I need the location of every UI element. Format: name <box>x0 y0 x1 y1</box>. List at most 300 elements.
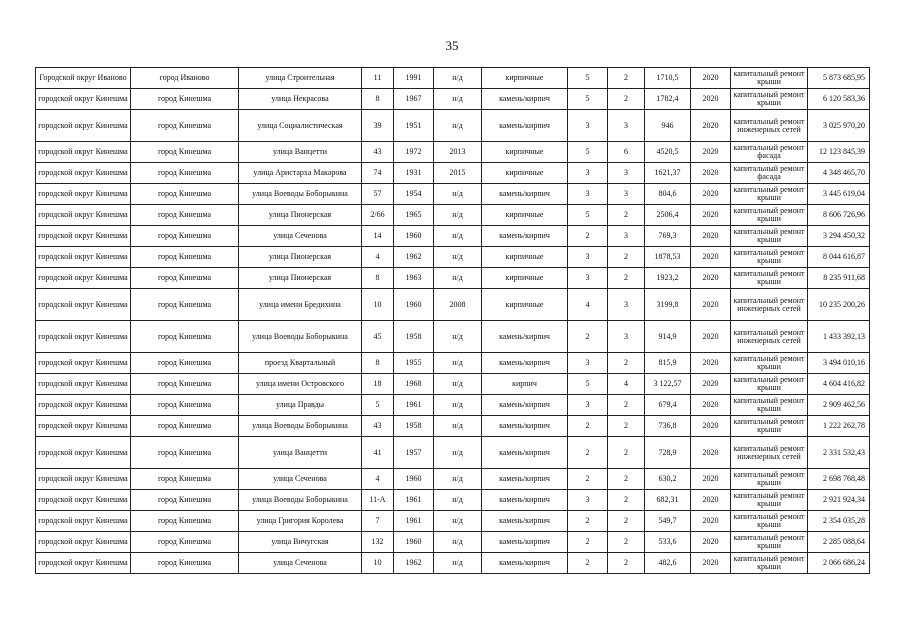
year-overhaul-cell: н/д <box>434 469 482 490</box>
floors-cell: 5 <box>568 205 608 226</box>
street-cell: улица Сеченова <box>239 226 362 247</box>
okrug-cell: городской округ Кинешма <box>36 205 131 226</box>
table-row <box>36 532 870 553</box>
plan-year-cell: 2020 <box>691 511 731 532</box>
year-overhaul-cell: н/д <box>434 321 482 353</box>
entrances-cell: 2 <box>608 553 645 574</box>
wall-material-cell: кирпичные <box>482 289 568 321</box>
plan-year-cell: 2020 <box>691 553 731 574</box>
street-cell: улица Григория Королева <box>239 511 362 532</box>
work-type-cell: капитальный ремонт крыши <box>731 395 808 416</box>
entrances-cell: 4 <box>608 374 645 395</box>
plan-year-cell: 2020 <box>691 416 731 437</box>
work-type-cell: капитальный ремонт крыши <box>731 511 808 532</box>
plan-year-cell: 2020 <box>691 437 731 469</box>
work-type-cell: капитальный ремонт крыши <box>731 247 808 268</box>
year-overhaul-cell: н/д <box>434 205 482 226</box>
wall-material-cell: камень/кирпич <box>482 469 568 490</box>
entrances-cell: 2 <box>608 490 645 511</box>
street-cell: улица имени Островского <box>239 374 362 395</box>
table-row <box>36 289 870 321</box>
floors-cell: 2 <box>568 226 608 247</box>
floors-cell: 2 <box>568 321 608 353</box>
okrug-cell: городской округ Кинешма <box>36 490 131 511</box>
year-built-cell: 1960 <box>394 226 434 247</box>
floors-cell: 5 <box>568 89 608 110</box>
area-cell: 1923,2 <box>645 268 691 289</box>
year-overhaul-cell: н/д <box>434 353 482 374</box>
cost-cell: 8 044 616,87 <box>808 247 870 268</box>
plan-year-cell: 2020 <box>691 268 731 289</box>
work-type-cell: капитальный ремонт крыши <box>731 353 808 374</box>
house-number-cell: 18 <box>362 374 394 395</box>
street-cell: улица Вичугская <box>239 532 362 553</box>
city-cell: город Кинешма <box>131 490 239 511</box>
area-cell: 804,6 <box>645 184 691 205</box>
plan-year-cell: 2020 <box>691 353 731 374</box>
okrug-cell: городской округ Кинешма <box>36 511 131 532</box>
year-overhaul-cell: н/д <box>434 110 482 142</box>
city-cell: город Кинешма <box>131 469 239 490</box>
area-cell: 3 122,57 <box>645 374 691 395</box>
floors-cell: 5 <box>568 68 608 89</box>
year-overhaul-cell: н/д <box>434 226 482 247</box>
year-built-cell: 1955 <box>394 353 434 374</box>
work-type-cell: капитальный ремонт инженерных сетей <box>731 437 808 469</box>
entrances-cell: 2 <box>608 511 645 532</box>
floors-cell: 3 <box>568 268 608 289</box>
housing-repair-table <box>35 67 870 574</box>
plan-year-cell: 2020 <box>691 395 731 416</box>
entrances-cell: 2 <box>608 437 645 469</box>
floors-cell: 3 <box>568 184 608 205</box>
area-cell: 533,6 <box>645 532 691 553</box>
house-number-cell: 8 <box>362 268 394 289</box>
cost-cell: 1 222 262,78 <box>808 416 870 437</box>
house-number-cell: 7 <box>362 511 394 532</box>
wall-material-cell: кирпичные <box>482 268 568 289</box>
year-overhaul-cell: н/д <box>434 416 482 437</box>
year-overhaul-cell: 2013 <box>434 142 482 163</box>
work-type-cell: капитальный ремонт крыши <box>731 68 808 89</box>
city-cell: город Кинешма <box>131 321 239 353</box>
house-number-cell: 74 <box>362 163 394 184</box>
table-row <box>36 226 870 247</box>
cost-cell: 2 331 532,43 <box>808 437 870 469</box>
area-cell: 736,8 <box>645 416 691 437</box>
city-cell: город Кинешма <box>131 532 239 553</box>
floors-cell: 3 <box>568 110 608 142</box>
wall-material-cell: камень/кирпич <box>482 226 568 247</box>
area-cell: 1878,53 <box>645 247 691 268</box>
floors-cell: 2 <box>568 511 608 532</box>
year-overhaul-cell: 2008 <box>434 289 482 321</box>
okrug-cell: Городской округ Иваново <box>36 68 131 89</box>
street-cell: улица Социалистическая <box>239 110 362 142</box>
year-overhaul-cell: н/д <box>434 247 482 268</box>
street-cell: улица Ванцетти <box>239 142 362 163</box>
okrug-cell: городской округ Кинешма <box>36 142 131 163</box>
floors-cell: 2 <box>568 437 608 469</box>
street-cell: улица Воеводы Боборыкина <box>239 416 362 437</box>
wall-material-cell: камень/кирпич <box>482 437 568 469</box>
wall-material-cell: кирпич <box>482 374 568 395</box>
year-built-cell: 1931 <box>394 163 434 184</box>
plan-year-cell: 2020 <box>691 490 731 511</box>
city-cell: город Кинешма <box>131 416 239 437</box>
plan-year-cell: 2020 <box>691 184 731 205</box>
city-cell: город Иваново <box>131 68 239 89</box>
area-cell: 682,31 <box>645 490 691 511</box>
plan-year-cell: 2020 <box>691 89 731 110</box>
floors-cell: 3 <box>568 353 608 374</box>
work-type-cell: капитальный ремонт инженерных сетей <box>731 321 808 353</box>
table-row <box>36 205 870 226</box>
year-built-cell: 1991 <box>394 68 434 89</box>
entrances-cell: 3 <box>608 321 645 353</box>
plan-year-cell: 2020 <box>691 205 731 226</box>
street-cell: улица Сеченова <box>239 553 362 574</box>
table-row <box>36 395 870 416</box>
floors-cell: 5 <box>568 142 608 163</box>
city-cell: город Кинешма <box>131 553 239 574</box>
wall-material-cell: кирпичные <box>482 247 568 268</box>
street-cell: улица Воеводы Боборыкина <box>239 184 362 205</box>
work-type-cell: капитальный ремонт крыши <box>731 374 808 395</box>
year-overhaul-cell: н/д <box>434 184 482 205</box>
cost-cell: 2 354 035,28 <box>808 511 870 532</box>
cost-cell: 2 285 088,64 <box>808 532 870 553</box>
work-type-cell: капитальный ремонт крыши <box>731 184 808 205</box>
street-cell: улица имени Бредихина <box>239 289 362 321</box>
house-number-cell: 10 <box>362 289 394 321</box>
wall-material-cell: кирпичные <box>482 163 568 184</box>
year-built-cell: 1962 <box>394 553 434 574</box>
street-cell: улица Воеводы Боборыкина <box>239 321 362 353</box>
table-row <box>36 490 870 511</box>
plan-year-cell: 2020 <box>691 142 731 163</box>
city-cell: город Кинешма <box>131 511 239 532</box>
table-row <box>36 374 870 395</box>
work-type-cell: капитальный ремонт инженерных сетей <box>731 110 808 142</box>
year-built-cell: 1951 <box>394 110 434 142</box>
entrances-cell: 2 <box>608 205 645 226</box>
cost-cell: 8 235 911,68 <box>808 268 870 289</box>
house-number-cell: 41 <box>362 437 394 469</box>
okrug-cell: городской округ Кинешма <box>36 416 131 437</box>
table-row <box>36 268 870 289</box>
year-overhaul-cell: 2015 <box>434 163 482 184</box>
wall-material-cell: камень/кирпич <box>482 89 568 110</box>
okrug-cell: городской округ Кинешма <box>36 268 131 289</box>
area-cell: 482,6 <box>645 553 691 574</box>
plan-year-cell: 2020 <box>691 469 731 490</box>
year-overhaul-cell: н/д <box>434 490 482 511</box>
wall-material-cell: камень/кирпич <box>482 395 568 416</box>
entrances-cell: 3 <box>608 289 645 321</box>
okrug-cell: городской округ Кинешма <box>36 374 131 395</box>
house-number-cell: 43 <box>362 416 394 437</box>
entrances-cell: 2 <box>608 89 645 110</box>
entrances-cell: 2 <box>608 395 645 416</box>
entrances-cell: 2 <box>608 416 645 437</box>
house-number-cell: 43 <box>362 142 394 163</box>
okrug-cell: городской округ Кинешма <box>36 289 131 321</box>
table-row <box>36 469 870 490</box>
area-cell: 1782,4 <box>645 89 691 110</box>
cost-cell: 5 873 685,95 <box>808 68 870 89</box>
house-number-cell: 132 <box>362 532 394 553</box>
street-cell: улица Пионерская <box>239 205 362 226</box>
city-cell: город Кинешма <box>131 374 239 395</box>
year-overhaul-cell: н/д <box>434 511 482 532</box>
plan-year-cell: 2020 <box>691 321 731 353</box>
table-row <box>36 321 870 353</box>
floors-cell: 4 <box>568 289 608 321</box>
cost-cell: 1 433 392,13 <box>808 321 870 353</box>
plan-year-cell: 2020 <box>691 247 731 268</box>
okrug-cell: городской округ Кинешма <box>36 437 131 469</box>
okrug-cell: городской округ Кинешма <box>36 553 131 574</box>
work-type-cell: капитальный ремонт крыши <box>731 490 808 511</box>
entrances-cell: 3 <box>608 163 645 184</box>
year-built-cell: 1958 <box>394 416 434 437</box>
table-row <box>36 247 870 268</box>
table-row <box>36 353 870 374</box>
street-cell: улица Некрасова <box>239 89 362 110</box>
street-cell: проезд Квартальный <box>239 353 362 374</box>
table-body <box>36 68 870 574</box>
table-row <box>36 553 870 574</box>
house-number-cell: 8 <box>362 89 394 110</box>
table-row <box>36 142 870 163</box>
street-cell: улица Ванцетти <box>239 437 362 469</box>
street-cell: улица Правды <box>239 395 362 416</box>
city-cell: город Кинешма <box>131 142 239 163</box>
city-cell: город Кинешма <box>131 205 239 226</box>
year-overhaul-cell: н/д <box>434 89 482 110</box>
wall-material-cell: кирпичные <box>482 68 568 89</box>
plan-year-cell: 2020 <box>691 226 731 247</box>
year-overhaul-cell: н/д <box>434 532 482 553</box>
table-row <box>36 437 870 469</box>
wall-material-cell: камень/кирпич <box>482 110 568 142</box>
wall-material-cell: камень/кирпич <box>482 353 568 374</box>
okrug-cell: городской округ Кинешма <box>36 226 131 247</box>
entrances-cell: 3 <box>608 226 645 247</box>
house-number-cell: 4 <box>362 247 394 268</box>
plan-year-cell: 2020 <box>691 110 731 142</box>
work-type-cell: капитальный ремонт крыши <box>731 553 808 574</box>
cost-cell: 2 698 768,48 <box>808 469 870 490</box>
floors-cell: 2 <box>568 469 608 490</box>
cost-cell: 4 604 416,82 <box>808 374 870 395</box>
year-overhaul-cell: н/д <box>434 437 482 469</box>
work-type-cell: капитальный ремонт крыши <box>731 205 808 226</box>
okrug-cell: городской округ Кинешма <box>36 163 131 184</box>
work-type-cell: капитальный ремонт крыши <box>731 416 808 437</box>
wall-material-cell: камень/кирпич <box>482 416 568 437</box>
house-number-cell: 5 <box>362 395 394 416</box>
cost-cell: 2 909 462,56 <box>808 395 870 416</box>
area-cell: 914,9 <box>645 321 691 353</box>
year-built-cell: 1968 <box>394 374 434 395</box>
city-cell: город Кинешма <box>131 226 239 247</box>
plan-year-cell: 2020 <box>691 374 731 395</box>
entrances-cell: 2 <box>608 532 645 553</box>
work-type-cell: капитальный ремонт крыши <box>731 89 808 110</box>
street-cell: улица Аристарха Макарова <box>239 163 362 184</box>
year-built-cell: 1972 <box>394 142 434 163</box>
street-cell: улица Воеводы Боборыкина <box>239 490 362 511</box>
year-built-cell: 1960 <box>394 532 434 553</box>
year-built-cell: 1965 <box>394 205 434 226</box>
area-cell: 1710,5 <box>645 68 691 89</box>
plan-year-cell: 2020 <box>691 289 731 321</box>
work-type-cell: капитальный ремонт инженерных сетей <box>731 289 808 321</box>
area-cell: 2506,4 <box>645 205 691 226</box>
floors-cell: 3 <box>568 395 608 416</box>
okrug-cell: городской округ Кинешма <box>36 532 131 553</box>
floors-cell: 2 <box>568 553 608 574</box>
year-overhaul-cell: н/д <box>434 374 482 395</box>
year-built-cell: 1958 <box>394 321 434 353</box>
year-built-cell: 1957 <box>394 437 434 469</box>
city-cell: город Кинешма <box>131 268 239 289</box>
house-number-cell: 14 <box>362 226 394 247</box>
house-number-cell: 4 <box>362 469 394 490</box>
city-cell: город Кинешма <box>131 437 239 469</box>
area-cell: 4520,5 <box>645 142 691 163</box>
house-number-cell: 8 <box>362 353 394 374</box>
city-cell: город Кинешма <box>131 289 239 321</box>
cost-cell: 10 235 200,26 <box>808 289 870 321</box>
work-type-cell: капитальный ремонт крыши <box>731 469 808 490</box>
entrances-cell: 2 <box>608 68 645 89</box>
house-number-cell: 11-А <box>362 490 394 511</box>
city-cell: город Кинешма <box>131 184 239 205</box>
cost-cell: 6 120 583,36 <box>808 89 870 110</box>
year-overhaul-cell: н/д <box>434 553 482 574</box>
cost-cell: 2 066 686,24 <box>808 553 870 574</box>
plan-year-cell: 2020 <box>691 163 731 184</box>
table-row <box>36 184 870 205</box>
area-cell: 815,9 <box>645 353 691 374</box>
entrances-cell: 3 <box>608 110 645 142</box>
area-cell: 679,4 <box>645 395 691 416</box>
table-row <box>36 68 870 89</box>
wall-material-cell: камень/кирпич <box>482 490 568 511</box>
wall-material-cell: камень/кирпич <box>482 184 568 205</box>
okrug-cell: городской округ Кинешма <box>36 469 131 490</box>
entrances-cell: 6 <box>608 142 645 163</box>
house-number-cell: 39 <box>362 110 394 142</box>
house-number-cell: 2/66 <box>362 205 394 226</box>
house-number-cell: 57 <box>362 184 394 205</box>
city-cell: город Кинешма <box>131 353 239 374</box>
floors-cell: 2 <box>568 532 608 553</box>
street-cell: улица Сеченова <box>239 469 362 490</box>
street-cell: улица Пионерская <box>239 247 362 268</box>
street-cell: улица Строительная <box>239 68 362 89</box>
year-overhaul-cell: н/д <box>434 268 482 289</box>
entrances-cell: 2 <box>608 268 645 289</box>
year-built-cell: 1961 <box>394 511 434 532</box>
wall-material-cell: камень/кирпич <box>482 511 568 532</box>
wall-material-cell: камень/кирпич <box>482 321 568 353</box>
city-cell: город Кинешма <box>131 89 239 110</box>
year-built-cell: 1967 <box>394 89 434 110</box>
plan-year-cell: 2020 <box>691 532 731 553</box>
entrances-cell: 2 <box>608 353 645 374</box>
area-cell: 769,3 <box>645 226 691 247</box>
cost-cell: 3 294 450,32 <box>808 226 870 247</box>
wall-material-cell: камень/кирпич <box>482 532 568 553</box>
table-row <box>36 89 870 110</box>
work-type-cell: капитальный ремонт фасада <box>731 163 808 184</box>
page-number: 35 <box>445 38 459 53</box>
plan-year-cell: 2020 <box>691 68 731 89</box>
work-type-cell: капитальный ремонт фасада <box>731 142 808 163</box>
cost-cell: 8 606 726,96 <box>808 205 870 226</box>
floors-cell: 3 <box>568 490 608 511</box>
entrances-cell: 2 <box>608 247 645 268</box>
area-cell: 549,7 <box>645 511 691 532</box>
entrances-cell: 3 <box>608 184 645 205</box>
entrances-cell: 2 <box>608 469 645 490</box>
year-overhaul-cell: н/д <box>434 68 482 89</box>
work-type-cell: капитальный ремонт крыши <box>731 226 808 247</box>
work-type-cell: капитальный ремонт крыши <box>731 532 808 553</box>
city-cell: город Кинешма <box>131 395 239 416</box>
floors-cell: 3 <box>568 247 608 268</box>
house-number-cell: 10 <box>362 553 394 574</box>
area-cell: 1621,37 <box>645 163 691 184</box>
house-number-cell: 45 <box>362 321 394 353</box>
okrug-cell: городской округ Кинешма <box>36 247 131 268</box>
year-built-cell: 1954 <box>394 184 434 205</box>
floors-cell: 5 <box>568 374 608 395</box>
wall-material-cell: кирпичные <box>482 142 568 163</box>
okrug-cell: городской округ Кинешма <box>36 353 131 374</box>
year-built-cell: 1960 <box>394 289 434 321</box>
floors-cell: 2 <box>568 416 608 437</box>
city-cell: город Кинешма <box>131 163 239 184</box>
year-built-cell: 1960 <box>394 469 434 490</box>
year-built-cell: 1963 <box>394 268 434 289</box>
area-cell: 728,9 <box>645 437 691 469</box>
okrug-cell: городской округ Кинешма <box>36 184 131 205</box>
cost-cell: 3 494 010,16 <box>808 353 870 374</box>
cost-cell: 2 921 924,34 <box>808 490 870 511</box>
year-overhaul-cell: н/д <box>434 395 482 416</box>
okrug-cell: городской округ Кинешма <box>36 110 131 142</box>
cost-cell: 3 445 619,04 <box>808 184 870 205</box>
city-cell: город Кинешма <box>131 110 239 142</box>
street-cell: улица Пионерская <box>239 268 362 289</box>
table-row <box>36 511 870 532</box>
table-row <box>36 163 870 184</box>
floors-cell: 3 <box>568 163 608 184</box>
work-type-cell: капитальный ремонт крыши <box>731 268 808 289</box>
area-cell: 3199,8 <box>645 289 691 321</box>
cost-cell: 3 025 970,20 <box>808 110 870 142</box>
year-built-cell: 1962 <box>394 247 434 268</box>
cost-cell: 4 348 465,70 <box>808 163 870 184</box>
area-cell: 946 <box>645 110 691 142</box>
year-built-cell: 1961 <box>394 395 434 416</box>
okrug-cell: городской округ Кинешма <box>36 89 131 110</box>
